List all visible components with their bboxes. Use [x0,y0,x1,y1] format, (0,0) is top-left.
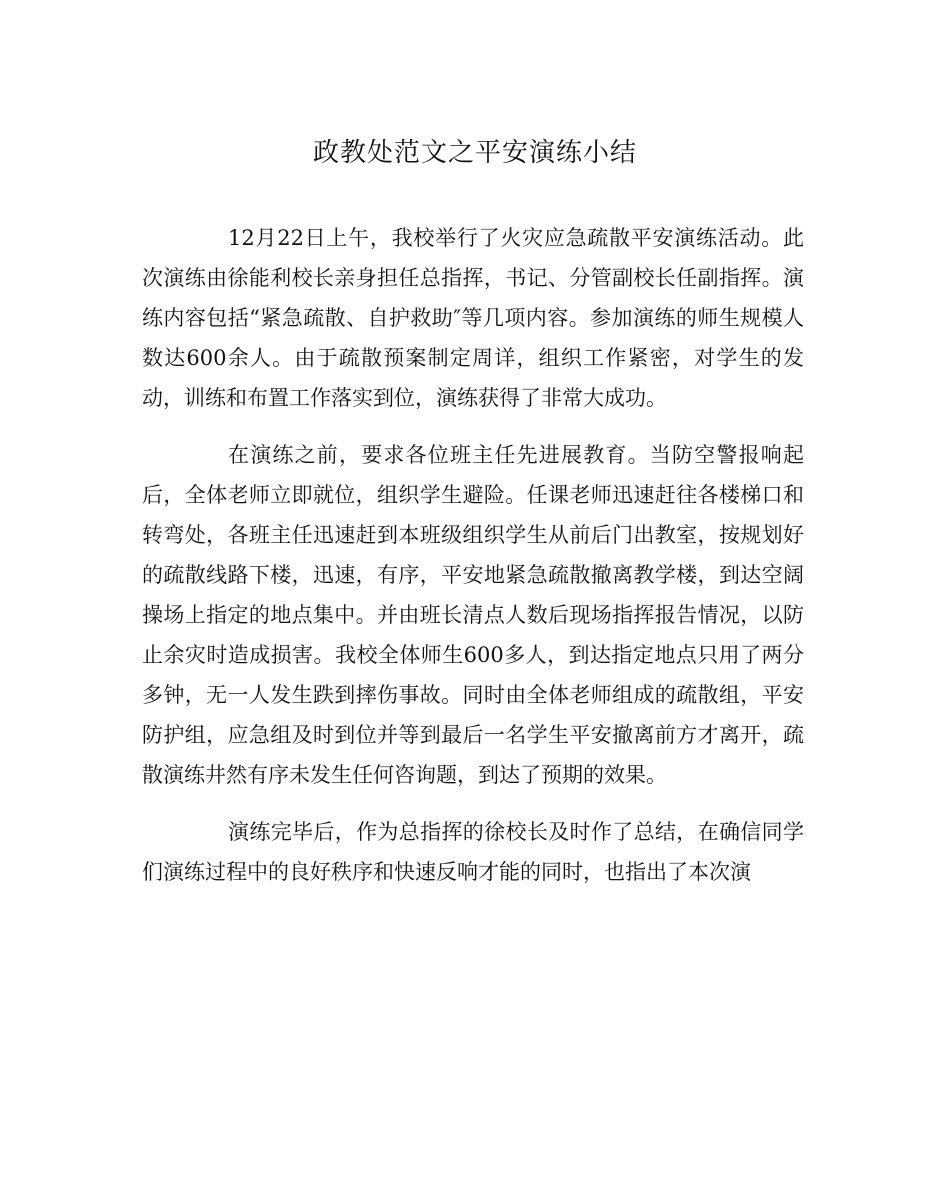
paragraph-3: 演练完毕后，作为总指挥的徐校长及时作了总结，在确信同学们演练过程中的良好秩序和快速反响才能的同时，也指出了本次演 [142,820,804,884]
document-body [142,218,804,909]
document-title: 政教处范文之平安演练小结 [312,138,637,168]
paragraph-1: 12月22日上午，我校举行了火灾应急疏散平安演练活动。此次演练由徐能利校长亲身担任总指挥，书记、分管副校长任副指挥。演练内容包括“紧急疏散、自护救助″等几项内容。参加演练的师生规模人数达600余人。由于疏散预案制定周详，组织工作紧密，对学生的发动，训练和布置工作落实到位，演练获得了非常大成功。 [142,226,804,410]
paragraph-2: 在演练之前，要求各位班主任先进展教育。当防空警报响起后，全体老师立即就位，组织学生避险。任课老师迅速赶往各楼梯口和转弯处，各班主任迅速赶到本班级组织学生从前后门出教室，按规划好的疏散线路下楼，迅速，有序，平安地紧急疏散撤离教学楼，到达空阔操场上指定的地点集中。并由班长清点人数后现场指挥报告情况，以防止余灾时造成损害。我校全体师生600多人，到达指定地点只用了两分多钟，无一人发生跌到摔伤事故。同时由全体老师组成的疏散组，平安防护组，应急组及时到位并等到最后一名学生平安撤离前方才离开，疏散演练井然有序未发生任何咨询题，到达了预期的效果。 [142,443,804,787]
